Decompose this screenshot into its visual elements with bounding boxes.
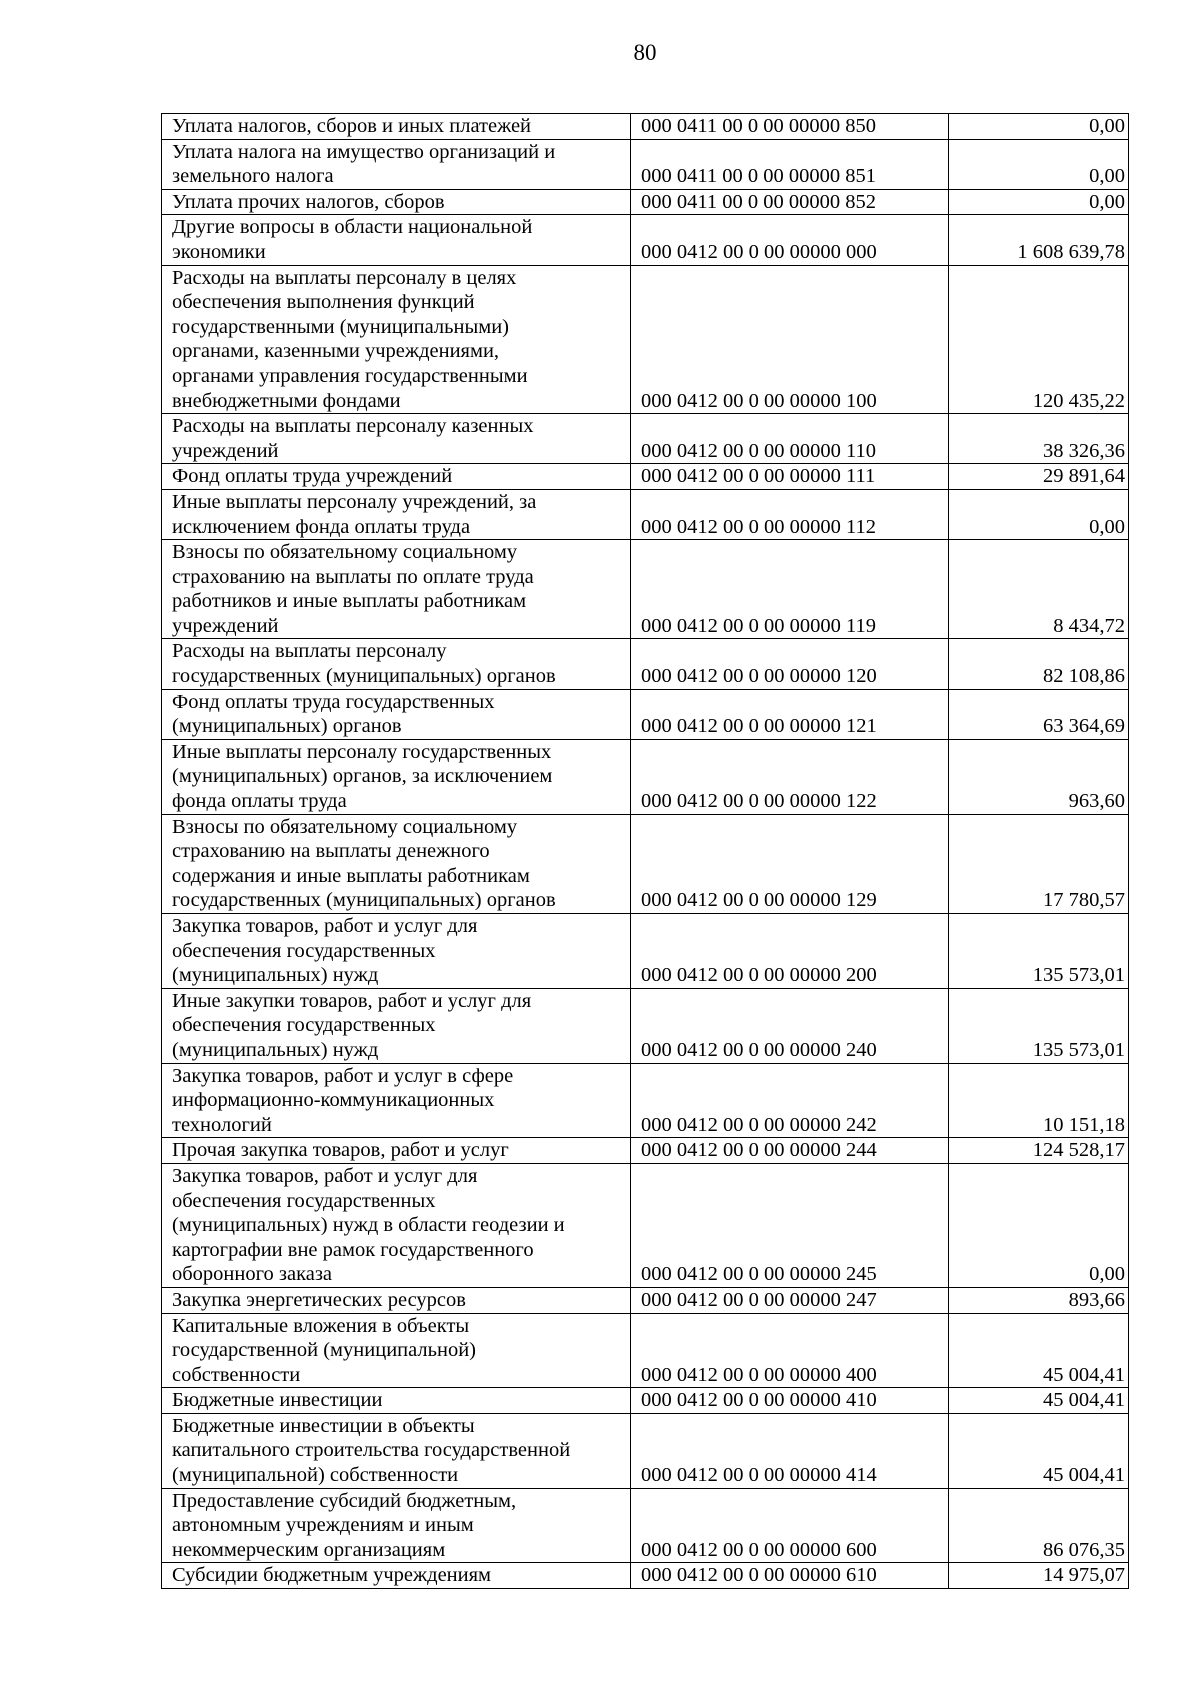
budget-code-cell: 000 0412 00 0 00 00000 245 [631,1163,949,1287]
expense-name-cell: Иные выплаты персоналу учреждений, за исключением фонда оплаты труда [162,489,631,539]
table-row [162,1563,1129,1589]
table-row [162,914,1129,989]
budget-code-cell: 000 0412 00 0 00 00000 200 [631,914,949,989]
table-row [162,414,1129,464]
budget-code-cell: 000 0412 00 0 00 00000 129 [631,814,949,913]
budget-table-body [162,114,1129,1589]
expense-name-cell: Бюджетные инвестиции в объекты капитального строительства государственной (муниципальной) собственности [162,1413,631,1488]
amount-cell: 120 435,22 [949,265,1129,414]
amount-cell: 86 076,35 [949,1488,1129,1563]
table-row [162,1313,1129,1388]
table-row [162,1413,1129,1488]
expense-name-cell: Уплата налога на имущество организаций и земельного налога [162,139,631,189]
amount-cell: 45 004,41 [949,1413,1129,1488]
expense-name-cell: Закупка товаров, работ и услуг для обеспечения государственных (муниципальных) нужд в области геодезии и картографии вне рамок государственного оборонного заказа [162,1163,631,1287]
expense-name-cell: Капитальные вложения в объекты государственной (муниципальной) собственности [162,1313,631,1388]
budget-code-cell: 000 0412 00 0 00 00000 414 [631,1413,949,1488]
expense-name-cell: Расходы на выплаты персоналу государственных (муниципальных) органов [162,639,631,689]
table-row [162,689,1129,739]
expense-name-cell: Закупка товаров, работ и услуг для обеспечения государственных (муниципальных) нужд [162,914,631,989]
expense-name-cell: Уплата прочих налогов, сборов [162,189,631,215]
amount-cell: 1 608 639,78 [949,215,1129,265]
budget-code-cell: 000 0412 00 0 00 00000 000 [631,215,949,265]
amount-cell: 63 364,69 [949,689,1129,739]
expense-name-cell: Прочая закупка товаров, работ и услуг [162,1138,631,1164]
table-row [162,1163,1129,1287]
budget-code-cell: 000 0412 00 0 00 00000 410 [631,1388,949,1414]
expense-name-cell: Закупка товаров, работ и услуг в сфере информационно-коммуникационных технологий [162,1063,631,1138]
expense-name-cell: Взносы по обязательному социальному страхованию на выплаты по оплате труда работников и иные выплаты работникам учреждений [162,540,631,639]
page-number: 80 [633,40,657,65]
amount-cell: 0,00 [949,114,1129,140]
budget-code-cell: 000 0412 00 0 00 00000 119 [631,540,949,639]
budget-code-cell: 000 0412 00 0 00 00000 600 [631,1488,949,1563]
expense-name-cell: Взносы по обязательному социальному страхованию на выплаты денежного содержания и иные выплаты работникам государственных (муниципальных) органов [162,814,631,913]
table-row [162,464,1129,490]
amount-cell: 0,00 [949,1163,1129,1287]
expense-name-cell: Уплата налогов, сборов и иных платежей [162,114,631,140]
table-row [162,739,1129,814]
amount-cell: 0,00 [949,489,1129,539]
table-row [162,639,1129,689]
expense-name-cell: Субсидии бюджетным учреждениям [162,1563,631,1589]
expense-name-cell: Фонд оплаты труда государственных (муниципальных) органов [162,689,631,739]
amount-cell: 135 573,01 [949,914,1129,989]
budget-code-cell: 000 0412 00 0 00 00000 244 [631,1138,949,1164]
amount-cell: 14 975,07 [949,1563,1129,1589]
expense-name-cell: Предоставление субсидий бюджетным, автономным учреждениям и иным некоммерческим организациям [162,1488,631,1563]
table-row [162,489,1129,539]
amount-cell: 17 780,57 [949,814,1129,913]
budget-code-cell: 000 0412 00 0 00 00000 400 [631,1313,949,1388]
expense-name-cell: Закупка энергетических ресурсов [162,1287,631,1313]
table-row [162,139,1129,189]
amount-cell: 135 573,01 [949,988,1129,1063]
amount-cell: 29 891,64 [949,464,1129,490]
amount-cell: 124 528,17 [949,1138,1129,1164]
table-row [162,1138,1129,1164]
expense-name-cell: Расходы на выплаты персоналу в целях обеспечения выполнения функций государственными (муниципальными) органами, казенными учреждениями, органами управления государственными внебюджетными фондами [162,265,631,414]
expense-name-cell: Фонд оплаты труда учреждений [162,464,631,490]
budget-code-cell: 000 0412 00 0 00 00000 100 [631,265,949,414]
expense-name-cell: Иные выплаты персоналу государственных (муниципальных) органов, за исключением фонда оплаты труда [162,739,631,814]
amount-cell: 45 004,41 [949,1313,1129,1388]
table-row [162,265,1129,414]
amount-cell: 82 108,86 [949,639,1129,689]
table-row [162,1287,1129,1313]
budget-table [161,113,1129,1589]
budget-code-cell: 000 0412 00 0 00 00000 247 [631,1287,949,1313]
expense-name-cell: Иные закупки товаров, работ и услуг для обеспечения государственных (муниципальных) нужд [162,988,631,1063]
amount-cell: 8 434,72 [949,540,1129,639]
budget-code-cell: 000 0412 00 0 00 00000 242 [631,1063,949,1138]
amount-cell: 0,00 [949,189,1129,215]
table-row [162,1063,1129,1138]
amount-cell: 963,60 [949,739,1129,814]
table-row [162,988,1129,1063]
budget-code-cell: 000 0411 00 0 00 00000 851 [631,139,949,189]
table-row [162,114,1129,140]
table-row [162,215,1129,265]
expense-name-cell: Бюджетные инвестиции [162,1388,631,1414]
budget-code-cell: 000 0412 00 0 00 00000 122 [631,739,949,814]
amount-cell: 893,66 [949,1287,1129,1313]
budget-code-cell: 000 0412 00 0 00 00000 110 [631,414,949,464]
budget-code-cell: 000 0412 00 0 00 00000 120 [631,639,949,689]
budget-code-cell: 000 0411 00 0 00 00000 850 [631,114,949,140]
budget-code-cell: 000 0412 00 0 00 00000 610 [631,1563,949,1589]
expense-name-cell: Другие вопросы в области национальной экономики [162,215,631,265]
amount-cell: 45 004,41 [949,1388,1129,1414]
amount-cell: 0,00 [949,139,1129,189]
table-row [162,1388,1129,1414]
table-row [162,189,1129,215]
amount-cell: 10 151,18 [949,1063,1129,1138]
amount-cell: 38 326,36 [949,414,1129,464]
table-row [162,1488,1129,1563]
budget-code-cell: 000 0412 00 0 00 00000 240 [631,988,949,1063]
table-row [162,814,1129,913]
budget-code-cell: 000 0412 00 0 00 00000 121 [631,689,949,739]
table-row [162,540,1129,639]
expense-name-cell: Расходы на выплаты персоналу казенных учреждений [162,414,631,464]
budget-code-cell: 000 0411 00 0 00 00000 852 [631,189,949,215]
budget-code-cell: 000 0412 00 0 00 00000 111 [631,464,949,490]
budget-code-cell: 000 0412 00 0 00 00000 112 [631,489,949,539]
